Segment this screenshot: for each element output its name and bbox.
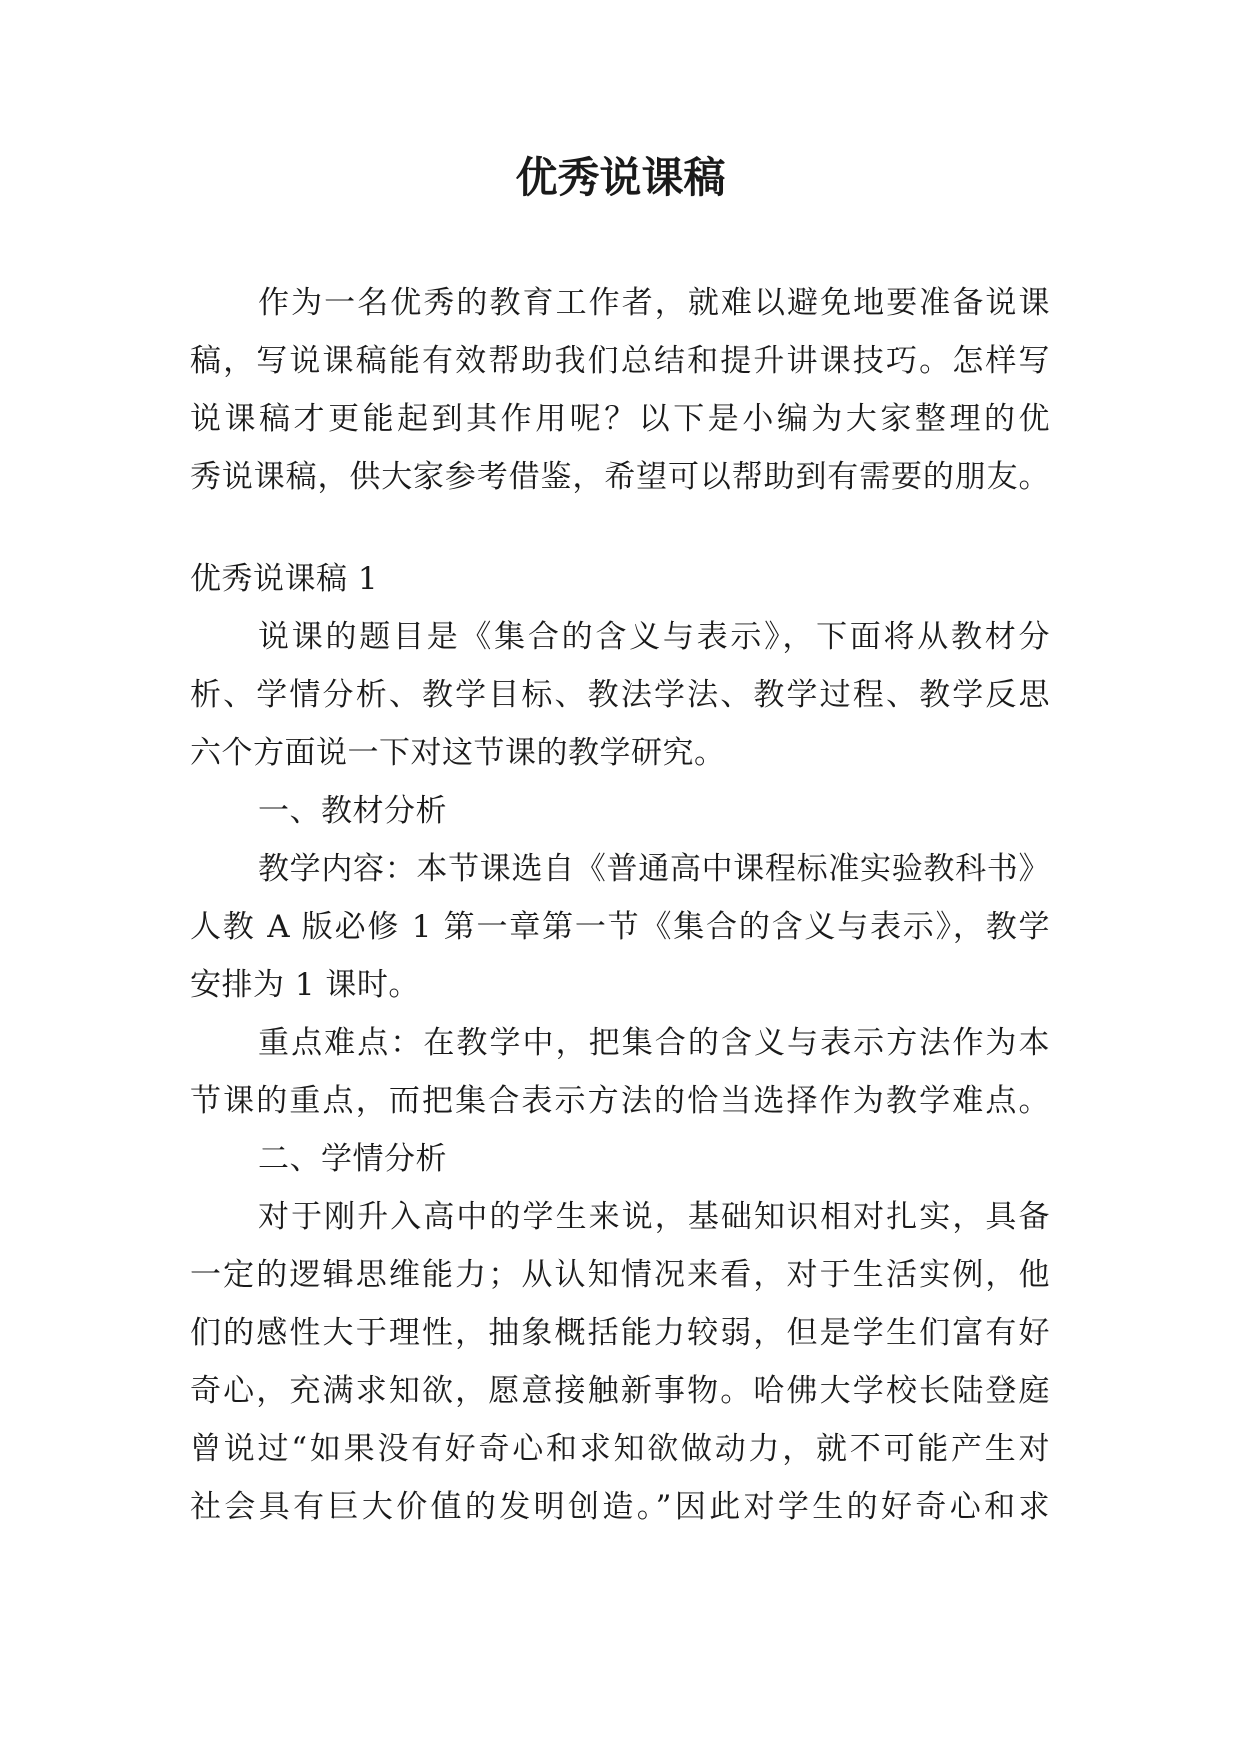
body-line: 安排为 1 课时。 <box>190 967 420 1003</box>
document-title: 优秀说课稿 <box>515 153 726 202</box>
subheading-student-analysis: 二、学情分析 <box>258 1141 447 1177</box>
body-line: 教学内容：本节课选自《普通高中课程标准实验教科书》 <box>258 851 1050 887</box>
paragraph-gap <box>190 517 1050 561</box>
intro-line: 秀说课稿，供大家参考借鉴，希望可以帮助到有需要的朋友。 <box>190 459 1050 495</box>
intro-line: 作为一名优秀的教育工作者，就难以避免地要准备说课 <box>258 285 1050 321</box>
body-line: 节课的重点，而把集合表示方法的恰当选择作为教学难点。 <box>190 1083 1050 1119</box>
body-line: 重点难点：在教学中，把集合的含义与表示方法作为本 <box>258 1025 1050 1061</box>
intro-line: 稿，写说课稿能有效帮助我们总结和提升讲课技巧。怎样写 <box>190 343 1050 379</box>
subheading-textbook-analysis: 一、教材分析 <box>258 793 447 829</box>
body-line: 说课的题目是《集合的含义与表示》，下面将从教材分 <box>258 619 1050 655</box>
section-heading: 优秀说课稿 1 <box>190 561 379 597</box>
body-line: 们的感性大于理性，抽象概括能力较弱，但是学生们富有好 <box>190 1315 1050 1351</box>
body-line: 析、学情分析、教学目标、教法学法、教学过程、教学反思 <box>190 677 1050 713</box>
body-line: 人教 A 版必修 1 第一章第一节《集合的含义与表示》，教学 <box>190 909 1050 945</box>
document-body <box>190 285 1050 1547</box>
body-line: 对于刚升入高中的学生来说，基础知识相对扎实，具备 <box>258 1199 1050 1235</box>
body-line: 奇心，充满求知欲，愿意接触新事物。哈佛大学校长陆登庭 <box>190 1373 1050 1409</box>
body-line: 曾说过“如果没有好奇心和求知欲做动力，就不可能产生对 <box>190 1431 1050 1467</box>
body-line: 一定的逻辑思维能力；从认知情况来看，对于生活实例，他 <box>190 1257 1050 1293</box>
body-line: 社会具有巨大价值的发明创造。”因此对学生的好奇心和求 <box>190 1489 1050 1525</box>
body-line: 六个方面说一下对这节课的教学研究。 <box>190 735 726 771</box>
intro-line: 说课稿才更能起到其作用呢？以下是小编为大家整理的优 <box>190 401 1050 437</box>
